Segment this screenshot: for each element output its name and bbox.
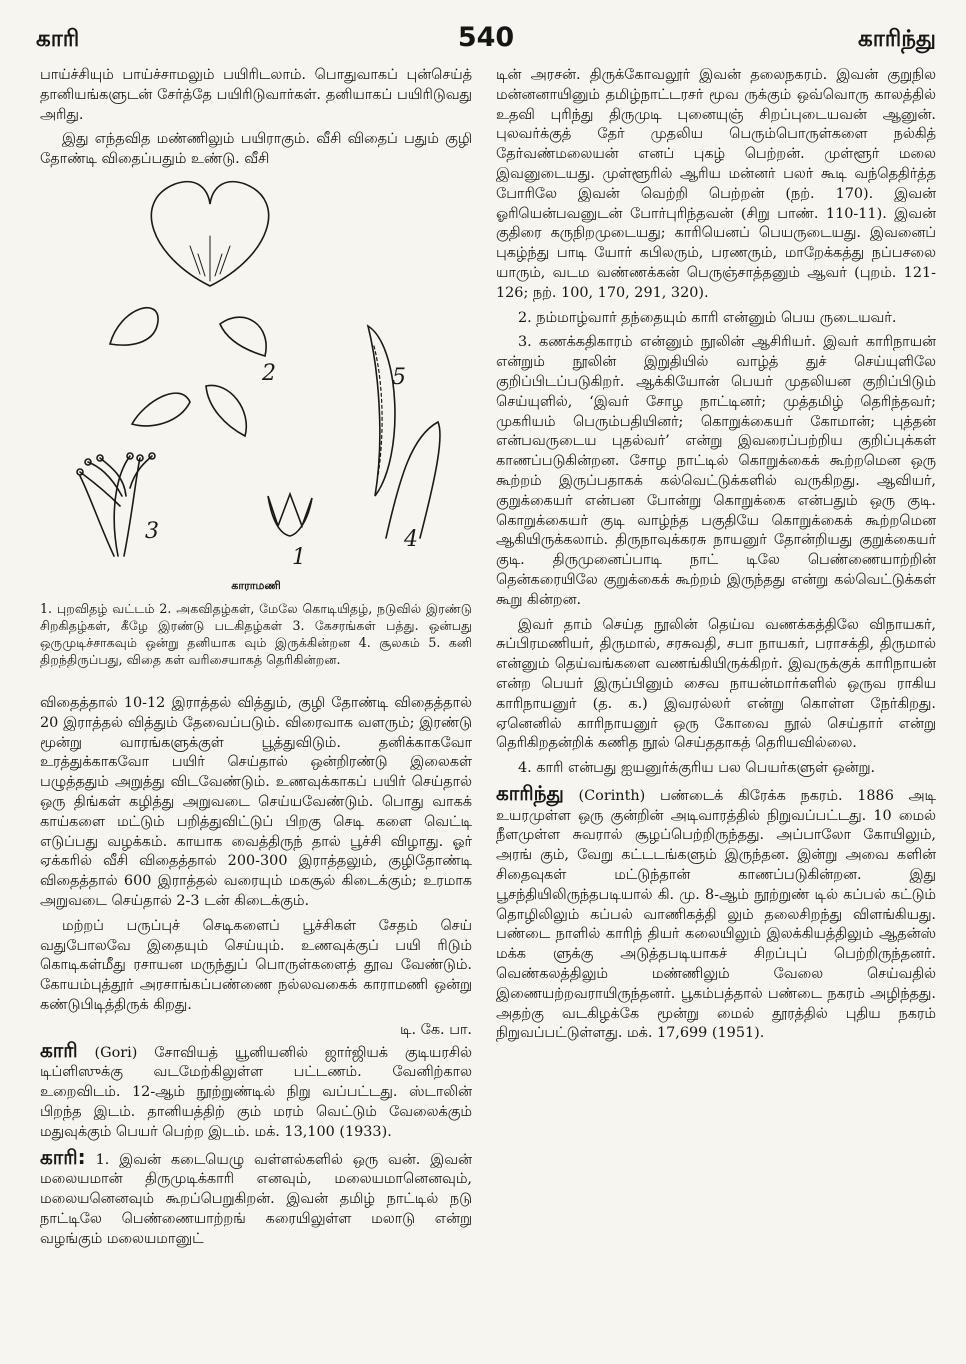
entry-corinth: [496, 780, 937, 1044]
entry-kari: [40, 1144, 472, 1250]
author-signature: டி. கே. பா.: [400, 1021, 472, 1038]
entry-headword: காரி: [40, 1037, 78, 1062]
figure-label-5: 5: [392, 364, 406, 390]
pod-drawing: [368, 326, 395, 496]
wing-petal-left: [110, 308, 158, 345]
entry-gori: [40, 1037, 472, 1143]
paragraph: டின் அரசன். திருக்கோவலூர் இவன் தலைநகரம். இவன் குறுநில மன்னனாயினும் தமிழ்நாட்டரசர் மூவ ருக்கும் ஒவ்வொரு காலத்தில் உதவி புரிந்து திருமுடி புனையுஞ் சிறப்புடையவன் ஆனுன். புலவர்க்குத் தேர் முதலிய பெரும்பொருள்களை நல்கித் தேர்வண்மலையன் எனப் புகழ் பெற்றன். முள்ளூர் மலை இவனுடையது. முள்ளூரில் ஆரிய மன்னர் பலர் கூடி வந்தெதிர்த்த போரிலே இவன் வெற்றி பெற்றன் (நற். 170). இவன் ஓரியென்பவனுடன் போர்புரிந்தவன் (சிறு பாண். 110-11). இவன் குதிரை கருநிறமுடையது; காரியெனப் பெயருடையது. இவனைப் புகழ்ந்து பாடி யோர் கபிலரும், பரணரும், மாறேக்கத்து நப்பசலை யாரும், வடம வண்ணக்கன் பெருஞ்சாத்தனும் ஆவர் (புறம். 121-126; நற். 100, 170, 291, 320).: [496, 67, 936, 301]
paragraph: 3. கணக்கதிகாரம் என்னும் நூலின் ஆசிரியர். இவர் காரிநாயன் என்றும் நூலின் இறுதியில் வாழ்த் துச் செய்யுளிலே குறிப்பிடப்படுகிறர். ஆக்கியோன் பெயர் முதலியன குறிப்பிடும் செய்யுளில், ‘இவர் சோழ நாட்டினர்; முத்தமிழ் தெரிந்தவர்; முகரியம் பெரும்பதியினர்; கொறுக்கையர் கோமான்; புத்தன் என்பவருடைய புதல்வர்’ என்று இவரைப்பற்றிய குறிப்புக்கள் காணப்படுகின்றன. சோழ நாட்டில் கொறுக்கைக் கூற்றமென ஒரு கூற்றம் இருப்பதாகக் கல்வெட்டுக்களில் வருகிறது. ஆவியர், குறுக்கையர் என்பன போன்று கொறுக்கை என்பதும் ஒரு குடி. கொறுக்கையர் குடி வாழ்ந்த பகுதியே கொறுக்கைக் கூற்றமென ஆகியிருக்கலாம். திருநாவுக்கரசு நாயனுர் தோன்றியது குறுக்கையர் குடி. திருமுனைப்பாடி நாட் டிலே பெண்ணையாற்றின் தென்கரையிலே குறுக்கைக் கூற்றம் இருந்தது என்று கல்வெட்டுக்கள் கூறு கின்றன.: [496, 334, 936, 608]
botanical-figure: [40, 176, 472, 596]
figure-caption: 1. புறவிதழ் வட்டம் 2. அகவிதழ்கள், மேலே கொடியிதழ், நடுவில் இரண்டு சிறகிதழ்கள், கீழே இரண்டு படகிதழ்கள் 3. கேசரங்கள் பத்து. ஒன்பது ஒருமுடிச்சாகவும் ஒன்று தனியாக வும் இருக்கின்றன 4. சூலகம் 5. கனி திறந்திருப்பது, விதை கள் வரிசையாகத் தெரிகின்றன.: [40, 600, 472, 667]
entry-text: (Corinth) பண்டைக் கிரேக்க நகரம். 1886 அடி உயரமுள்ள ஒரு குன்றின் அடிவாரத்தில் நிறுவப்பட்டது. 10 மைல் நீளமுள்ள சுவரால் சூழப்பெற்றிருந்தது. அப்பாலோ கோயிலும், அரங் கும், வேறு கட்டடங்களும் இருந்தன. இன்று அவை களின் சிதைவுகள் மட்டுந்தான் காணப்படுகின்றன. இது பூசந்தியிலிருந்தபடியால் கி. மு. 8-ஆம் நூற்றுண் டில் கப்பல் கட்டும் தொழிலிலும் கப்பல் வாணிகத்தி லும் தலைசிறந்து விளங்கியது. பண்டை நாளில் காரிந் தியர் கலையிலும் இலக்கியத்திலும் ஆதன்ஸ் மக்க ளுக்கு அடுத்தபடியாகச் சிறப்புப் பெற்றிருந்தனர். வெண்கலத்திலும் மண்ணிலும் வேலை செய்வதில் இணையற்றவராயிருந்தனர். பூகம்பத்தால் பண்டை நகரம் அழிந்தது. அதற்கு வடகிழக்கே மூன்று மைல் தூரத்தில் புதிய நகரம் நிறுவப்பட்டுள்ளது. மக். 17,699 (1951).: [496, 787, 937, 1042]
page-header: [36, 22, 936, 54]
left-column: [40, 66, 472, 1255]
paragraph: விதைத்தால் 10-12 இராத்தல் வித்தும், குழி தோண்டி விதைத்தால் 20 இராத்தல் வித்தும் தேவைப்படும். விரைவாக வளரும்; இரண்டு மூன்று வாரங்களுக்குள் பூத்துவிடும். தனிக்காகவோ உரத்துக்காகவோ பயிர் செய்தால் ஒன்றிரண்டு இலைகள் பழுத்ததும் அறுத்து விடவேண்டும். உணவுக்காகப் பயிர் செய்தால் ஒரு திங்கள் கழித்து அறுவடை செய்யவேண்டும். பொது வாகக் காய்களை மட்டும் பறித்துவிட்டுப் பிறகு செடி களை வெட்டி எடுப்பது வழக்கம். காயாக வைத்திருந் தால் பூச்சி விழாது. ஓர் ஏக்கரில் வீசி விதைத்தால் 200-300 இராத்தலும், குழிதோண்டி விதைத்தால் 600 இராத்தல் வரையும் மகசூல் கிடைக்கும்; உரமாக அறுவடை செய்தால் 2-3 டன் கிடைக்கும்.: [40, 694, 472, 909]
header-right-keyword: காரிந்து: [858, 26, 936, 52]
header-left-keyword: காரி: [36, 26, 80, 52]
calyx-drawing: [268, 494, 312, 536]
figure-label-3: 3: [145, 518, 159, 544]
stamens-drawing: [77, 453, 155, 556]
paragraph: 2. நம்மாழ்வார் தந்தையும் காரி என்னும் பெய ருடையவர்.: [518, 309, 897, 326]
keel-petal-left: [132, 393, 190, 426]
entry-text: 1. இவன் கடையெழு வள்ளல்களில் ஒரு வன். இவன் மலையமான் திருமுடிக்காரி எனவும், மலையமானெனவும், மலையனெனவும் கூறப்பெறுகிறன். இவன் தமிழ் நாட்டில் நடு நாட்டிலே பெண்ணையாற்றங் கரையிலுள்ள மலாடு என்று வழங்கும் மலையமானுட்: [40, 1151, 472, 1247]
paragraph: 4. காரி என்பது ஐயனுர்க்குரிய பல பெயர்களுள் ஒன்று.: [518, 760, 876, 777]
entry-headword: காரி:: [40, 1144, 86, 1169]
figure-label-2: 2: [262, 360, 276, 386]
right-column: [496, 66, 936, 1049]
paragraph: இது எந்தவித மண்ணிலும் பயிராகும். வீசி விதைப் பதும் குழி தோண்டி விதைப்பதும் உண்டு. வீசி: [40, 131, 472, 168]
entry-headword: காரிந்து: [496, 780, 564, 805]
entry-text: (Gori) சோவியத் யூனியனில் ஜார்ஜியக் குடியரசில் டிப்ளிஸுக்கு வடமேற்கிலுள்ள பட்டணம். வேனிற்கால உறைவிடம். 12-ஆம் நூற்றுண்டில் நிறு வப்பட்டது. ஸ்டாலின் பிறந்த இடம். தானியத்திற் கும் மரம் வெட்டும் வேலைக்கும் மதுவுக்கும் பெயர் பெற்ற இடம். மக். 13,100 (1933).: [40, 1044, 472, 1140]
paragraph: இவர் தாம் செய்த நூலின் தெய்வ வணக்கத்திலே விநாயகர், சுப்பிரமணியர், திருமால், சரசுவதி, சபா நாயகர், பராசக்தி, திருமால் என்னும் தெய்வங்களை வணங்கியிருக்கிறர். இவருக்குக் காரிநாயன் என்ற பெயர் இருப்பினும் சைவ நாயன்மார்களில் ஒருவ ராகிய காரிநாயனுர் (த. க.) இவரல்லர் என்று கொள்ள நேர்கிறது. ஏனெனில் காரிநாயனுர் ஒரு கோவை நூல் செய்தார் என்று தெரிகிறதன்றிக் கணித நூல் செய்ததாகத் தெரியவில்லை.: [496, 616, 936, 752]
paragraph: பாய்ச்சியும் பாய்ச்சாமலும் பயிரிடலாம். பொதுவாகப் புன்செய்த் தானியங்களுடன் சேர்த்தே பயிரிடுவார்கள். தனியாகப் பயிரிடுவது அரிது.: [40, 67, 472, 123]
figure-label-4: 4: [404, 526, 418, 552]
paragraph: மற்றப் பருப்புச் செடிகளைப் பூச்சிகள் சேதம் செய் வதுபோலவே இதையும் செய்யும். உணவுக்குப் பயி ரிடும் கொடிகள்மீது ரசாயன மருந்துப் பொருள்களைத் தூவ வேண்டும். கோயம்புத்தூர் அரசாங்கப்பண்ணை நல்லவகைக் காராமணி ஒன்று கண்டுபிடித்திருக் கிறது.: [40, 917, 472, 1013]
figure-title: காராமணி: [231, 578, 281, 592]
flower-parts-illustration: [40, 176, 472, 576]
keel-petal-right: [206, 385, 246, 436]
wing-petal-right: [220, 317, 266, 356]
figure-label-1: 1: [292, 544, 306, 570]
page-number: 540: [457, 22, 515, 53]
